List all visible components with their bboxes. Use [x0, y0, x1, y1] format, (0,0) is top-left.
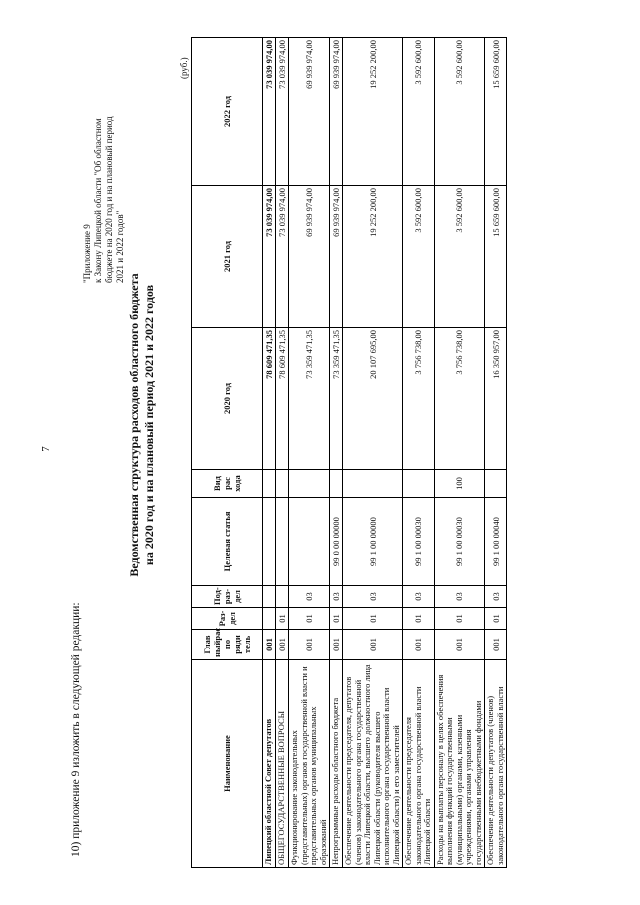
title-line: на 2020 год и на плановый период 2021 и 2022 годов [142, 284, 156, 566]
cell-type: 100 [434, 470, 485, 498]
table-row [263, 38, 276, 868]
cell-2021: 73 039 974,00 [263, 186, 276, 328]
cell-target: 99 1 00 00000 [343, 498, 403, 586]
col-header-subsection: Под- раз- дел [192, 586, 263, 608]
cell-2022: 69 939 974,00 [330, 38, 343, 186]
cell-target [289, 498, 330, 586]
cell-grbs: 001 [343, 630, 403, 660]
cell-2022: 3 592 600,00 [403, 38, 435, 186]
cell-2020: 3 756 738,00 [434, 328, 485, 470]
cell-type [276, 470, 289, 498]
col-header-2022: 2022 год [192, 38, 263, 186]
title-line: Ведомственная структура расходов областного бюджета [127, 273, 141, 577]
cell-2022: 73 039 974,00 [276, 38, 289, 186]
cell-2022: 15 659 600,00 [485, 38, 507, 186]
col-header-type: Вид рас хода [192, 470, 263, 498]
cell-2021: 15 659 600,00 [485, 186, 507, 328]
cell-section: 01 [289, 608, 330, 630]
cell-2021: 3 592 600,00 [434, 186, 485, 328]
cell-grbs: 001 [485, 630, 507, 660]
cell-2022: 69 939 974,00 [289, 38, 330, 186]
cell-section: 01 [434, 608, 485, 630]
cell-grbs: 001 [330, 630, 343, 660]
cell-2020: 73 359 471,35 [289, 328, 330, 470]
cell-grbs: 001 [263, 630, 276, 660]
cell-2020: 16 350 957,00 [485, 328, 507, 470]
cell-type [485, 470, 507, 498]
col-header-2020: 2020 год [192, 328, 263, 470]
table-row [330, 38, 343, 868]
page-number: 7 [40, 446, 52, 452]
cell-section: 01 [343, 608, 403, 630]
cell-target: 99 1 00 00040 [485, 498, 507, 586]
cell-target: 99 0 00 00000 [330, 498, 343, 586]
cell-subsection [276, 586, 289, 608]
cell-type [263, 470, 276, 498]
cell-subsection [263, 586, 276, 608]
cell-2022: 3 592 600,00 [434, 38, 485, 186]
cell-section: 01 [330, 608, 343, 630]
appendix-line: бюджете на 2020 год и на плановый период [104, 116, 114, 283]
cell-target: 99 1 00 00030 [434, 498, 485, 586]
cell-section: 01 [485, 608, 507, 630]
cell-target [276, 498, 289, 586]
cell-grbs: 001 [289, 630, 330, 660]
cell-type [343, 470, 403, 498]
cell-subsection: 03 [434, 586, 485, 608]
cell-2021: 69 939 974,00 [289, 186, 330, 328]
cell-2020: 78 609 471,35 [263, 328, 276, 470]
table-row [276, 38, 289, 868]
appendix-line: "Приложение 9 [82, 224, 92, 283]
cell-subsection: 03 [485, 586, 507, 608]
cell-2020: 3 756 738,00 [403, 328, 435, 470]
cell-name: Непрограммные расходы областного бюджета [330, 660, 343, 868]
cell-subsection: 03 [330, 586, 343, 608]
document-title [127, 95, 157, 755]
cell-2020: 73 359 471,35 [330, 328, 343, 470]
cell-name: Расходы на выплаты персоналу в целях обеспечения выполнения функций государственными (муниципальными) органами, казенными учреждениями, органами управления государственными внебюджетными фондами [434, 660, 485, 868]
appendix-line: 2021 и 2022 годов" [115, 210, 125, 283]
cell-section [263, 608, 276, 630]
cell-section: 01 [403, 608, 435, 630]
cell-name: Обеспечение деятельности председателя законодательного органа государственной власти Липецкой области [403, 660, 435, 868]
cell-name: Обеспечение деятельности председателя, депутатов (членов) законодательного органа государственной власти Липецкой области, высшего должностного лица Липецкой области (руководителя высшего исполнительного органа государственной власти Липецкой области) и его заместителей [343, 660, 403, 868]
col-header-grbs: Глав ныйрас по ряди тель [192, 630, 263, 660]
cell-type [289, 470, 330, 498]
cell-subsection: 03 [343, 586, 403, 608]
cell-subsection: 03 [289, 586, 330, 608]
table-body [263, 38, 507, 868]
cell-name: Функционирование законодательных (представительных) органов государственной власти и представительных органов муниципальных образований [289, 660, 330, 868]
col-header-2021: 2021 год [192, 186, 263, 328]
cell-2021: 19 252 200,00 [343, 186, 403, 328]
cell-2021: 69 939 974,00 [330, 186, 343, 328]
unit-label: (руб.) [179, 57, 189, 79]
cell-grbs: 001 [434, 630, 485, 660]
table-row [289, 38, 330, 868]
col-header-name: Наименование [192, 660, 263, 868]
appendix-line: к Закону Липецкой области "Об областном [93, 118, 103, 283]
cell-2021: 3 592 600,00 [403, 186, 435, 328]
col-header-section: Раз- дел [192, 608, 263, 630]
cell-type [330, 470, 343, 498]
table-row [343, 38, 403, 868]
cell-type [403, 470, 435, 498]
cell-subsection: 03 [403, 586, 435, 608]
cell-2022: 73 039 974,00 [263, 38, 276, 186]
cell-2021: 73 039 974,00 [276, 186, 289, 328]
cell-target [263, 498, 276, 586]
cell-grbs: 001 [276, 630, 289, 660]
cell-name: ОБЩЕГОСУДАРСТВЕННЫЕ ВОПРОСЫ [276, 660, 289, 868]
cell-grbs: 001 [403, 630, 435, 660]
cell-target: 99 1 00 00030 [403, 498, 435, 586]
budget-table [191, 37, 507, 868]
table-row [403, 38, 435, 868]
cell-2020: 78 609 471,35 [276, 328, 289, 470]
appendix-header [82, 43, 126, 283]
cell-section: 01 [276, 608, 289, 630]
table-header-row [192, 38, 263, 868]
cell-2020: 20 107 695,00 [343, 328, 403, 470]
intro-text: 10) приложение 9 изложить в следующей редакции: [70, 602, 82, 857]
col-header-target: Целевая статья [192, 498, 263, 586]
cell-2022: 19 252 200,00 [343, 38, 403, 186]
table-row [434, 38, 485, 868]
cell-name: Липецкий областной Совет депутатов [263, 660, 276, 868]
cell-name: Обеспечение деятельности депутатов (членов) законодательного органа государственной власти [485, 660, 507, 868]
table-row [485, 38, 507, 868]
